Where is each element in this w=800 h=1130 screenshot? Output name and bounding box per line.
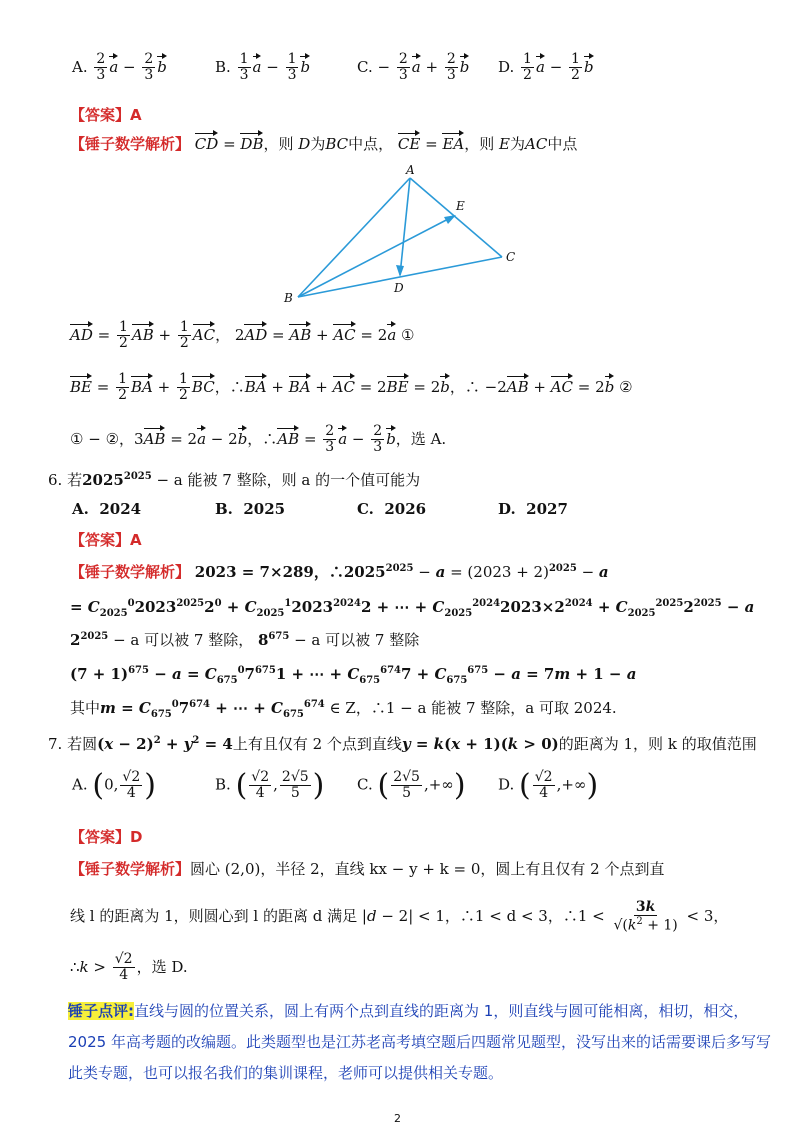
- q6-stem: 6. 若$2025^{2025} - a$ 能被 7 整除，则 a 的一个值可能为: [48, 471, 421, 489]
- q7-option-c[interactable]: C. ( $\frac{2√5}{5}$ ,+∞): [357, 768, 466, 803]
- option-label: C.: [357, 57, 373, 76]
- vector-be: [298, 216, 454, 297]
- q7-option-b[interactable]: B. ( $\frac{√2}{4}$ , $\frac{2√5}{5}$ ): [215, 768, 325, 803]
- q7-analysis-3: ∴k > $\frac{√2}{4}$ ，选 D.: [70, 951, 188, 984]
- q7-answer: 【答案】D: [70, 828, 143, 846]
- q6-option-b[interactable]: B. 2025: [215, 500, 286, 518]
- label-c: C: [506, 250, 516, 264]
- q5-derivation-3: ① − ②，3AB = 2a − 2b，∴AB = $\frac{2}{3}$ a − $\frac{2}{3}$ b，选 A.: [70, 423, 447, 456]
- option-label: D.: [498, 57, 515, 76]
- label-b: B: [284, 291, 293, 305]
- q7-stem: 7. 若圆$(x - 2)^2 + y^2 = 4$上有且仅有 2 个点到直线y = k(x + 1)(k > 0)的距离为 1，则 k 的取值范围: [48, 735, 757, 753]
- triangle-diagram: [270, 160, 530, 310]
- q6-answer: 【答案】A: [70, 531, 142, 549]
- teacher-comment: [68, 996, 783, 1089]
- q5-analysis-line: 【锤子数学解析】 CD = DB，则 D为BC中点， CE = EA，则 E为AC中点: [70, 135, 578, 153]
- q5-option-a[interactable]: A. $\frac{2}{3}$ a − $\frac{2}{3}$ b: [72, 51, 167, 84]
- q6-analysis-5: 其中$m = C_{675}^07^{674}$ + ⋯ + $C_{675}^{674}$ ∈ Z，∴1 − a 能被 7 整除，a 可取 2024.: [70, 699, 617, 720]
- q6-option-a[interactable]: A. 2024: [72, 500, 142, 518]
- q5-option-c[interactable]: C. − $\frac{2}{3}$ a + $\frac{2}{3}$ b: [357, 51, 470, 84]
- side-ab: [298, 178, 410, 297]
- q6-option-c[interactable]: C. 2026: [357, 500, 427, 518]
- q7-analysis-1: 【锤子数学解析】圆心 (2,0)，半径 2，直线 kx − y + k = 0，圆上有且仅有 2 个点到直: [70, 860, 665, 878]
- page-number: 2: [394, 1112, 401, 1125]
- q7-option-a[interactable]: A. (0, $\frac{√2}{4}$ ): [72, 768, 156, 803]
- option-label: B.: [215, 57, 231, 76]
- q7-analysis-2: 线 l 的距离为 1，则圆心到 l 的距离 d 满足 |d − 2| < 1，∴1 < d < 3，∴1 < $\frac{3k}{√(k^2 + 1)}$ < 3，: [70, 899, 729, 935]
- q7-option-d[interactable]: D. ( $\frac{√2}{4}$ ,+∞): [498, 768, 599, 803]
- q6-analysis-1: 【锤子数学解析】 2023 = 7×289，$\therefore 2025^{2025} - a = (2023 + 2)^{2025} - a$: [70, 563, 609, 581]
- q5-derivation-2: BE = $\frac{1}{2}$ BA + $\frac{1}{2}$ BC，∴BA + BA + AC = 2BE = 2b，∴ −2AB + AC = 2b ②: [70, 371, 633, 404]
- comment-label: 锤子点评:: [68, 1002, 134, 1020]
- side-ac: [410, 178, 502, 257]
- q6-option-d[interactable]: D. 2027: [498, 500, 568, 518]
- q5-option-d[interactable]: D. $\frac{1}{2}$ a − $\frac{1}{2}$ b: [498, 51, 594, 84]
- label-e: E: [456, 199, 465, 213]
- arrowhead-e: [444, 215, 456, 224]
- vector-ad: [400, 178, 410, 275]
- label-a: A: [406, 163, 415, 177]
- q6-analysis-4: $(7 + 1)^{675} - a = C_{675}^07^{675}1$ + ⋯ + $C_{675}^{674}7 + C_{675}^{675} - a = 7m + 1 - a$: [70, 665, 637, 686]
- option-label: A.: [72, 57, 88, 76]
- comment-text: 直线与圆的位置关系，圆上有两个点到直线的距离为 1，则直线与圆可能相离，相切，相交，2025 年高考题的改编题。此类题型也是江苏老高考填空题后四题常见题型，没写出来的话需要课后多写写此类专题，也可以报名我们的集训课程，老师可以提供相关专题。: [68, 1002, 771, 1082]
- q5-derivation-1: AD = $\frac{1}{2}$ AB + $\frac{1}{2}$ AC， 2AD = AB + AC = 2a ①: [70, 319, 415, 352]
- arrowhead-d: [396, 265, 404, 277]
- q6-analysis-3: $2^{2025} - a$ 可以被 7 整除， $8^{675} - a$ 可以被 7 整除: [70, 631, 420, 649]
- q5-answer: 【答案】A: [70, 106, 142, 124]
- q5-option-b[interactable]: B. $\frac{1}{3}$ a − $\frac{1}{3}$ b: [215, 51, 311, 84]
- q6-analysis-2: = $C_{2025}^02023^{2025}2^0 + C_{2025}^12023^{2024}2$ + ⋯ + $C_{2025}^{2024}2023\times 2^{2024} + C_{2025}^{2025}2^{2025} - a$: [70, 598, 755, 619]
- label-d: D: [394, 281, 404, 295]
